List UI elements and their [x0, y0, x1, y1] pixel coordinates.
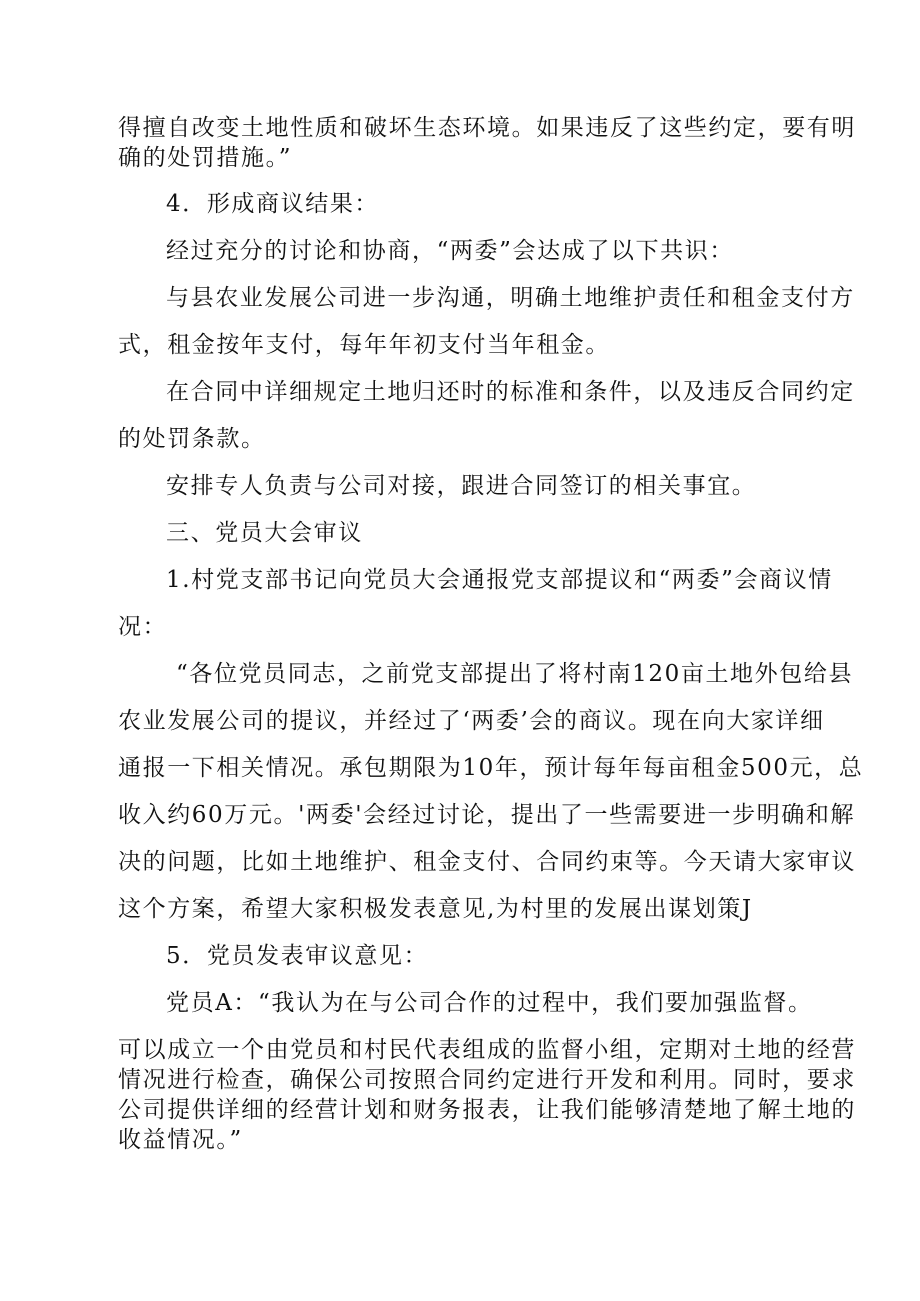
- text-line: 的处罚条款。: [118, 426, 266, 452]
- text-line: 况：: [118, 614, 168, 640]
- section-heading: 三、党员大会审议: [166, 520, 363, 546]
- text-line: 可以成立一个由党员和村民代表组成的监督小组，定期对土地的经营: [118, 1037, 856, 1063]
- text-line: 公司提供详细的经营计划和财务报表，让我们能够清楚地了解土地的: [118, 1097, 856, 1123]
- text-line: 收入约60万元。'两委'会经过讨论，提出了一些需要进一步明确和解: [118, 802, 856, 828]
- text-line: 收益情况。”: [118, 1127, 243, 1153]
- text-line: 在合同中详细规定土地归还时的标准和条件，以及违反合同约定: [166, 379, 855, 405]
- text-line: 经过充分的讨论和协商，“两委”会达成了以下共识：: [166, 238, 734, 264]
- text-line: 得擅自改变土地性质和破坏生态环境。如果违反了这些约定，要有明: [118, 115, 856, 141]
- text-line: 决的问题，比如土地维护、租金支付、合同约束等。今天请大家审议: [118, 849, 856, 875]
- text-line: 安排专人负责与公司对接，跟进合同签订的相关事宜。: [166, 473, 757, 499]
- text-line: “各位党员同志，之前党支部提出了将村南120亩土地外包给县: [176, 661, 854, 687]
- text-line: 党员A：“我认为在与公司合作的过程中，我们要加强监督。: [166, 990, 813, 1016]
- text-line: 农业发展公司的提议，并经过了‘两委’会的商议。现在向大家详细: [118, 708, 825, 734]
- section-heading: 4．形成商议结果：: [166, 191, 380, 217]
- text-line: 确的处罚措施。”: [118, 145, 293, 171]
- text-line: 情况进行检查，确保公司按照合同约定进行开发和利用。同时，要求: [118, 1067, 856, 1093]
- text-line: 与县农业发展公司进一步沟通，明确土地维护责任和租金支付方: [166, 285, 855, 311]
- text-line: 通报一下相关情况。承包期限为10年，预计每年每亩租金500元，总: [118, 755, 864, 781]
- text-line: 1.村党支部书记向党员大会通报党支部提议和“两委”会商议情: [166, 567, 833, 593]
- text-line: 这个方案，希望大家积极发表意见,为村里的发展出谋划策J: [118, 896, 753, 922]
- text-line: 式，租金按年支付，每年年初支付当年租金。: [118, 332, 610, 358]
- section-heading: 5．党员发表审议意见：: [166, 943, 429, 969]
